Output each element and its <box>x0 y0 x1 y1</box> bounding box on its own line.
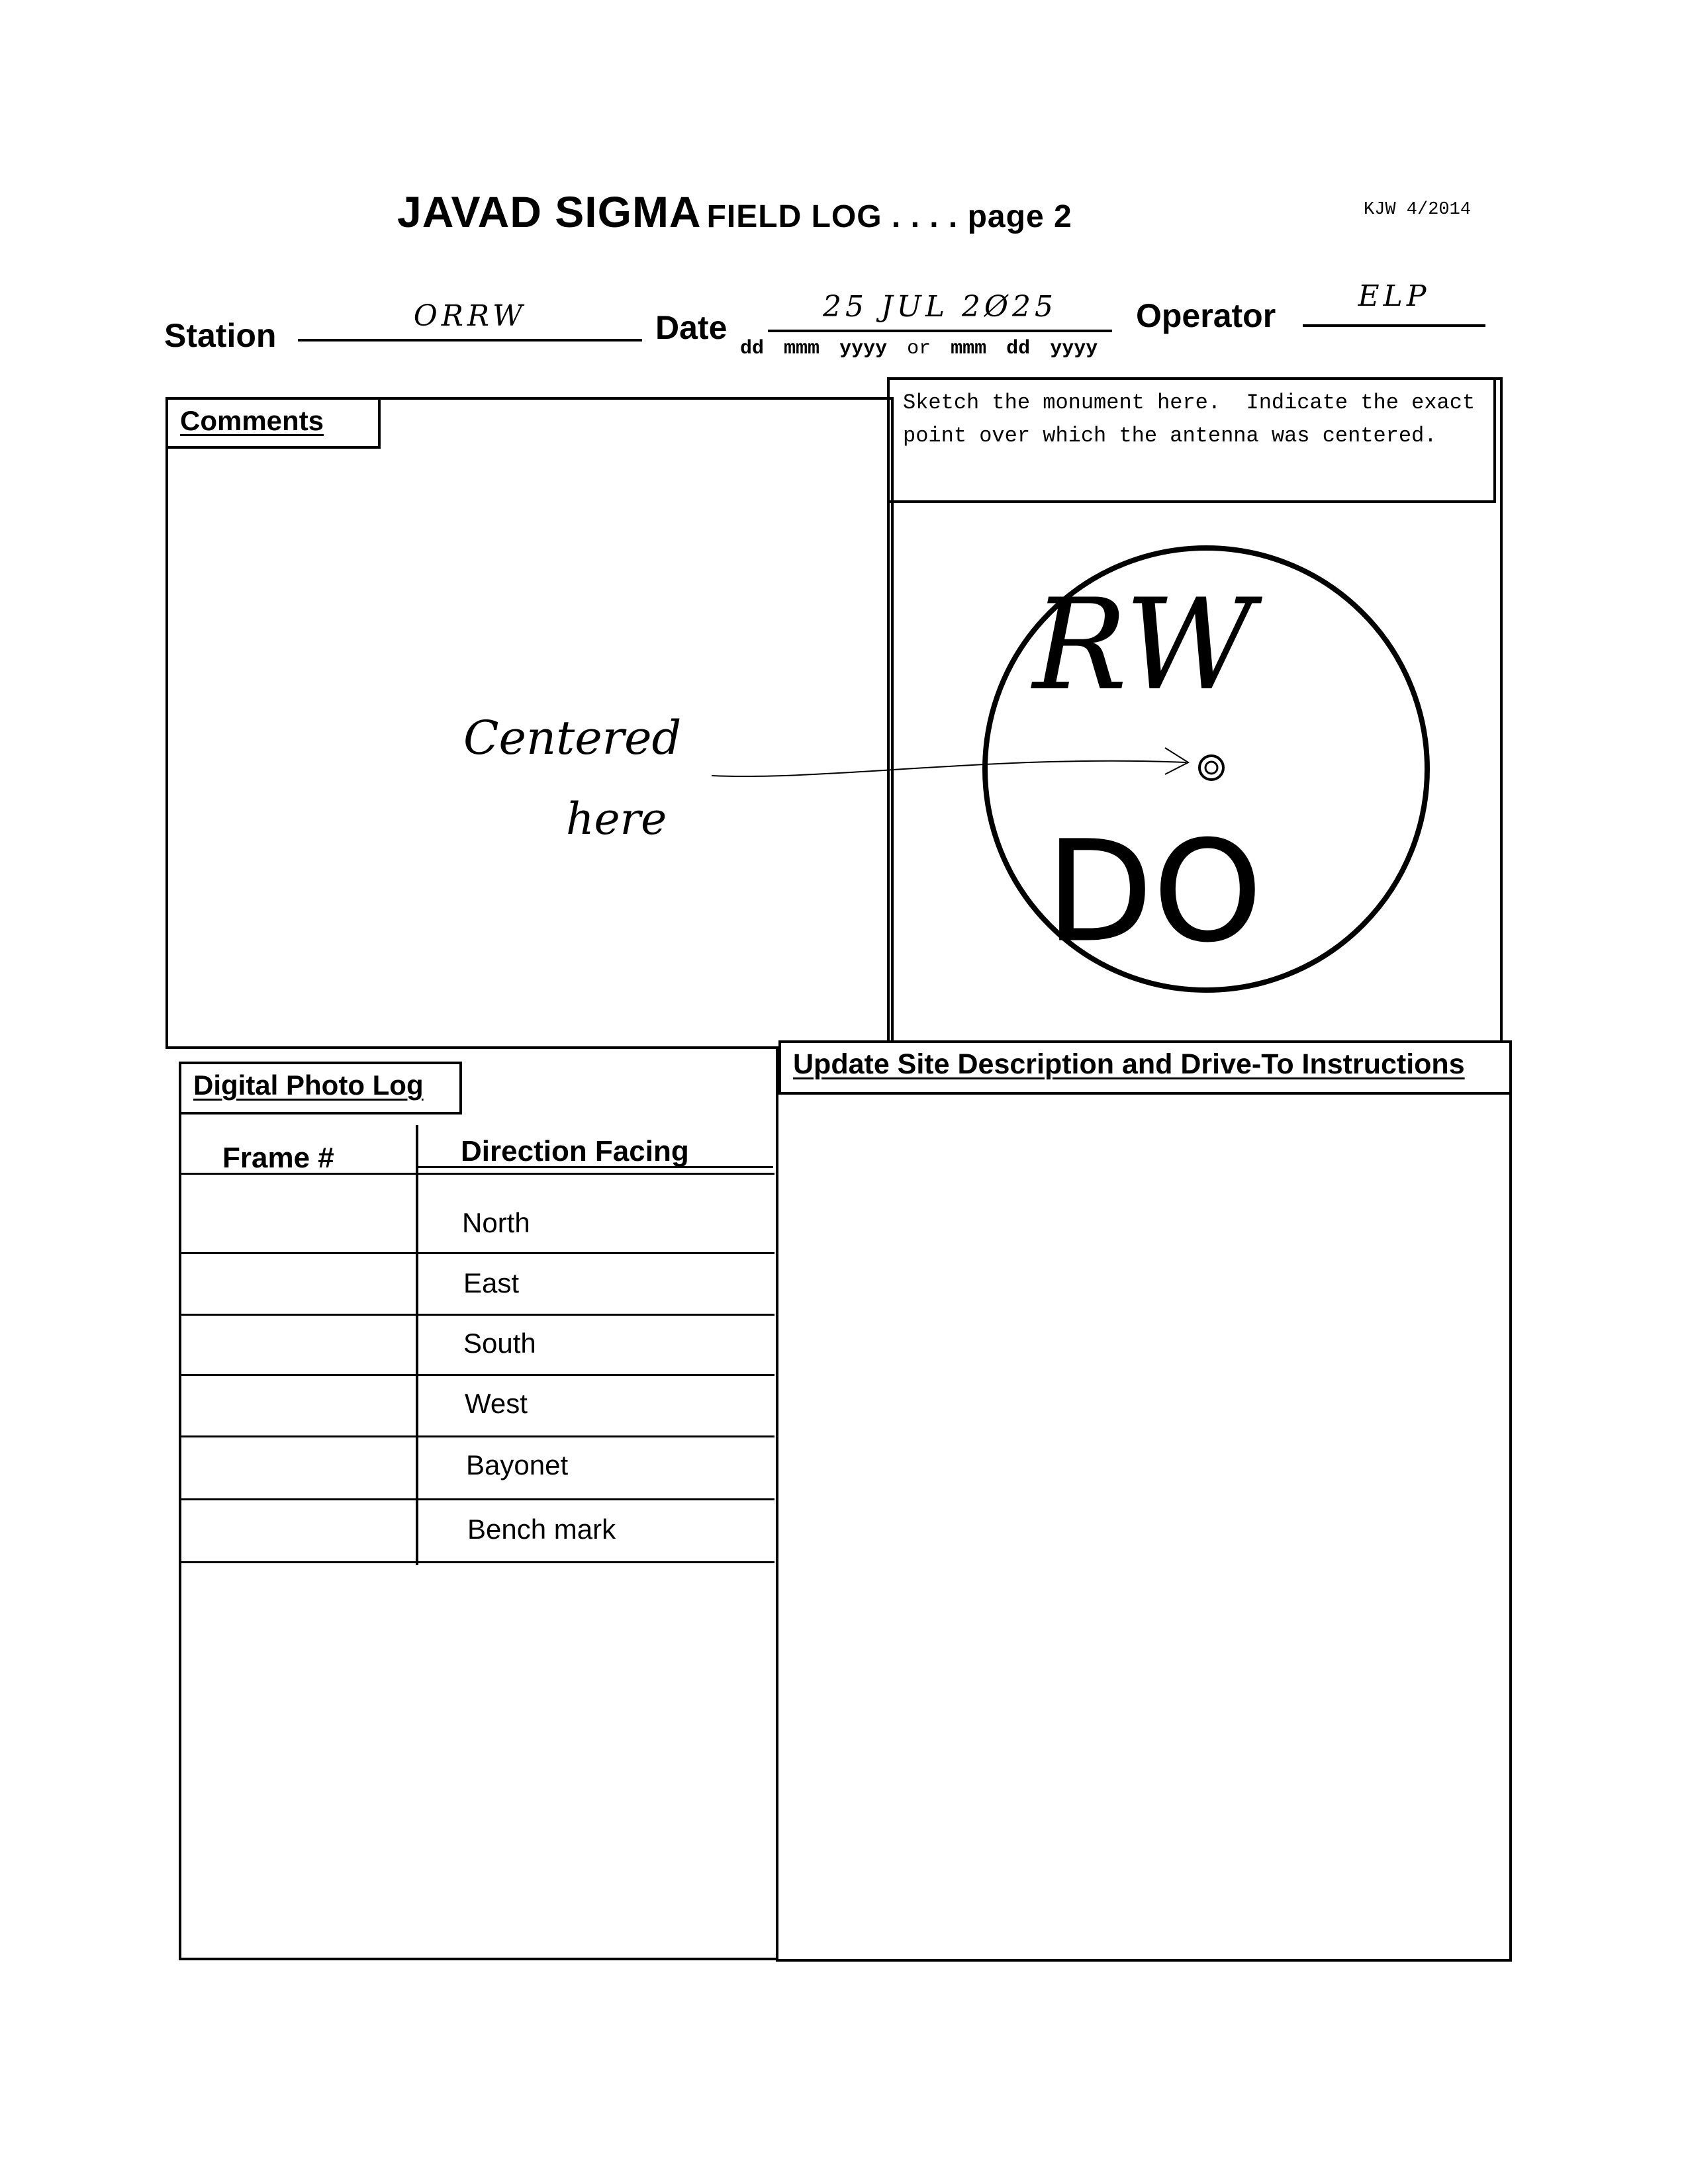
frame-cell[interactable] <box>179 1376 416 1435</box>
frame-cell[interactable] <box>179 1500 416 1561</box>
operator-field[interactable]: ELP <box>1303 279 1485 327</box>
operator-label: Operator <box>1136 297 1276 334</box>
sketch-instructions: Sketch the monument here. Indicate the exact point over which the antenna was centered. <box>887 377 1496 503</box>
frame-cell[interactable] <box>179 1173 416 1252</box>
direction-cell: West <box>465 1388 528 1419</box>
stamped-digits: DO <box>1046 811 1262 973</box>
table-row[interactable] <box>179 1437 774 1500</box>
comments-label: Comments <box>165 397 381 449</box>
photo-log-table <box>179 1173 774 1563</box>
update-label: Update Site Description and Drive-To Instructions <box>778 1040 1512 1095</box>
table-row[interactable] <box>179 1500 774 1563</box>
direction-cell: Bayonet <box>466 1449 569 1480</box>
frame-column-header: Frame # <box>222 1142 334 1174</box>
table-row[interactable] <box>179 1316 774 1376</box>
center-point-mark <box>1199 756 1223 780</box>
direction-cell: North <box>462 1207 530 1238</box>
notes-area[interactable] <box>179 1563 778 1960</box>
table-row[interactable] <box>179 1173 774 1254</box>
frame-cell[interactable] <box>179 1254 416 1314</box>
handwritten-note-line2: here <box>566 794 667 844</box>
title-main: JAVAD SIGMA <box>397 187 702 236</box>
date-format-hint: dd mmm yyyy or mmm dd yyyy <box>740 338 1098 360</box>
frame-cell[interactable] <box>179 1437 416 1498</box>
update-text-area[interactable] <box>776 1095 1512 1962</box>
handwritten-note-line1: Centered <box>463 711 682 765</box>
title-rest: FIELD LOG . . . . page 2 <box>706 199 1072 234</box>
arrow-head <box>1165 748 1188 774</box>
date-field[interactable]: 25 JUL 2Ø25 <box>768 290 1112 332</box>
form-version: KJW 4/2014 <box>1364 200 1472 220</box>
date-label: Date <box>655 309 727 346</box>
direction-cell: Bench mark <box>467 1514 616 1545</box>
pointer-arrow <box>712 761 1186 776</box>
direction-cell: East <box>463 1267 520 1298</box>
direction-cell: South <box>463 1328 536 1359</box>
center-point-mark-inner <box>1205 762 1217 774</box>
table-row[interactable] <box>179 1254 774 1316</box>
photo-log-label: Digital Photo Log <box>179 1062 462 1115</box>
station-label: Station <box>164 317 277 354</box>
direction-column-header: Direction Facing <box>461 1135 689 1167</box>
table-row[interactable] <box>179 1376 774 1437</box>
stamped-letters: RW <box>1033 572 1254 718</box>
frame-cell[interactable] <box>179 1316 416 1374</box>
station-field[interactable]: ORRW <box>298 299 642 341</box>
